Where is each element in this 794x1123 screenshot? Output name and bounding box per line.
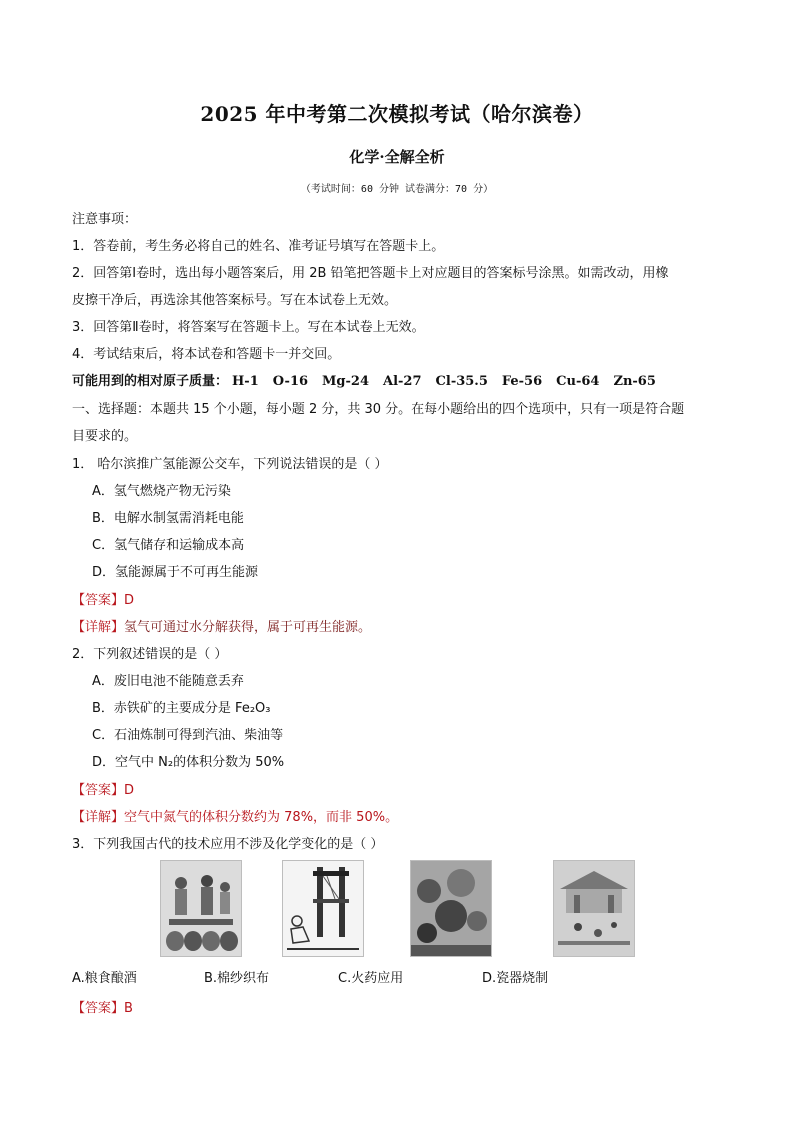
atomic-mass: O-16: [272, 374, 309, 389]
note-item: 1．答卷前，考生务必将自己的姓名、准考证号填写在答题卡上。: [72, 239, 445, 254]
answer-value: D: [124, 783, 135, 798]
answer-tag: 【答案】: [72, 1001, 125, 1016]
question-1-option-b: B．电解水制氢需消耗电能: [92, 511, 244, 526]
question-1-answer: [72, 589, 134, 608]
atomic-mass: Zn-65: [613, 374, 656, 389]
atomic-masses: [72, 370, 670, 389]
question-1-option-c: C．氢气储存和运输成本高: [92, 538, 245, 553]
section-heading-cont: 目要求的。: [72, 429, 138, 444]
question-3-stem: 3．下列我国古代的技术应用不涉及化学变化的是（ ）: [72, 837, 384, 852]
page-title: 2025 年中考第二次模拟考试（哈尔滨卷）: [200, 102, 594, 126]
atomic-mass: Cl-35.5: [435, 374, 488, 389]
question-3-caption-d: D.瓷器烧制: [482, 971, 549, 986]
question-3-caption-c: C.火药应用: [338, 971, 404, 986]
atomic-mass: Al-27: [383, 374, 422, 389]
atomic-mass: Fe-56: [501, 374, 543, 389]
note-item: 3．回答第Ⅱ卷时，将答案写在答题卡上。写在本试卷上无效。: [72, 320, 425, 335]
question-1-option-d: D．氢能源属于不可再生能源: [92, 565, 259, 580]
notes-heading: 注意事项：: [72, 212, 138, 227]
question-2-option-a: A．废旧电池不能随意丢弃: [92, 674, 244, 689]
answer-tag: 【答案】: [72, 783, 125, 798]
atomic-mass: Mg-24: [322, 374, 370, 389]
page-subtitle: 化学·全解全析: [349, 148, 445, 166]
note-item: 2．回答第Ⅰ卷时，选出每小题答案后，用 2B 铅笔把答题卡上对应题目的答案标号涂黑。如需改动，用橡: [72, 266, 669, 281]
question-2-option-d: D．空气中 N₂的体积分数为 50%: [92, 755, 285, 770]
answer-tag: 【答案】: [72, 593, 125, 608]
question-2-detail: [72, 806, 398, 825]
question-3-caption-b: B.棉纱织布: [204, 971, 270, 986]
detail-tag: 【详解】: [72, 620, 125, 635]
answer-value: B: [124, 1001, 133, 1016]
weaving-illustration: [282, 860, 364, 957]
question-1-option-a: A．氢气燃烧产物无污染: [92, 484, 231, 499]
question-1-stem: 1． 哈尔滨推广氢能源公交车，下列说法错误的是（ ）: [72, 457, 388, 472]
brewing-illustration: [160, 860, 242, 957]
detail-text: 氢气可通过水分解获得，属于可再生能源。: [124, 620, 372, 635]
question-2-stem: 2．下列叙述错误的是（ ）: [72, 647, 228, 662]
gunpowder-illustration: [410, 860, 492, 957]
question-2-answer: [72, 779, 134, 798]
question-1-detail: [72, 616, 371, 635]
detail-text: 空气中氮气的体积分数约为 78%，而非 50%。: [124, 810, 399, 825]
atomic-mass: Cu-64: [556, 374, 600, 389]
atomic-mass: H-1: [232, 374, 259, 389]
section-heading: 一、选择题：本题共 15 个小题，每小题 2 分，共 30 分。在每小题给出的四个选项中，只有一项是符合题: [72, 402, 685, 417]
detail-tag: 【详解】: [72, 810, 125, 825]
question-3-answer: [72, 997, 133, 1016]
question-2-option-c: C．石油炼制可得到汽油、柴油等: [92, 728, 284, 743]
question-3-caption-a: A.粮食酿酒: [72, 971, 137, 986]
answer-value: D: [124, 593, 135, 608]
note-item: 皮擦干净后，再选涂其他答案标号。写在本试卷上无效。: [72, 293, 398, 308]
atomic-masses-label: 可能用到的相对原子质量：: [72, 374, 229, 389]
porcelain-illustration: [553, 860, 635, 957]
note-item: 4．考试结束后，将本试卷和答题卡一并交回。: [72, 347, 341, 362]
question-2-option-b: B．赤铁矿的主要成分是 Fe₂O₃: [92, 701, 271, 716]
exam-meta: （考试时间：60 分钟 试卷满分：70 分）: [300, 184, 494, 195]
